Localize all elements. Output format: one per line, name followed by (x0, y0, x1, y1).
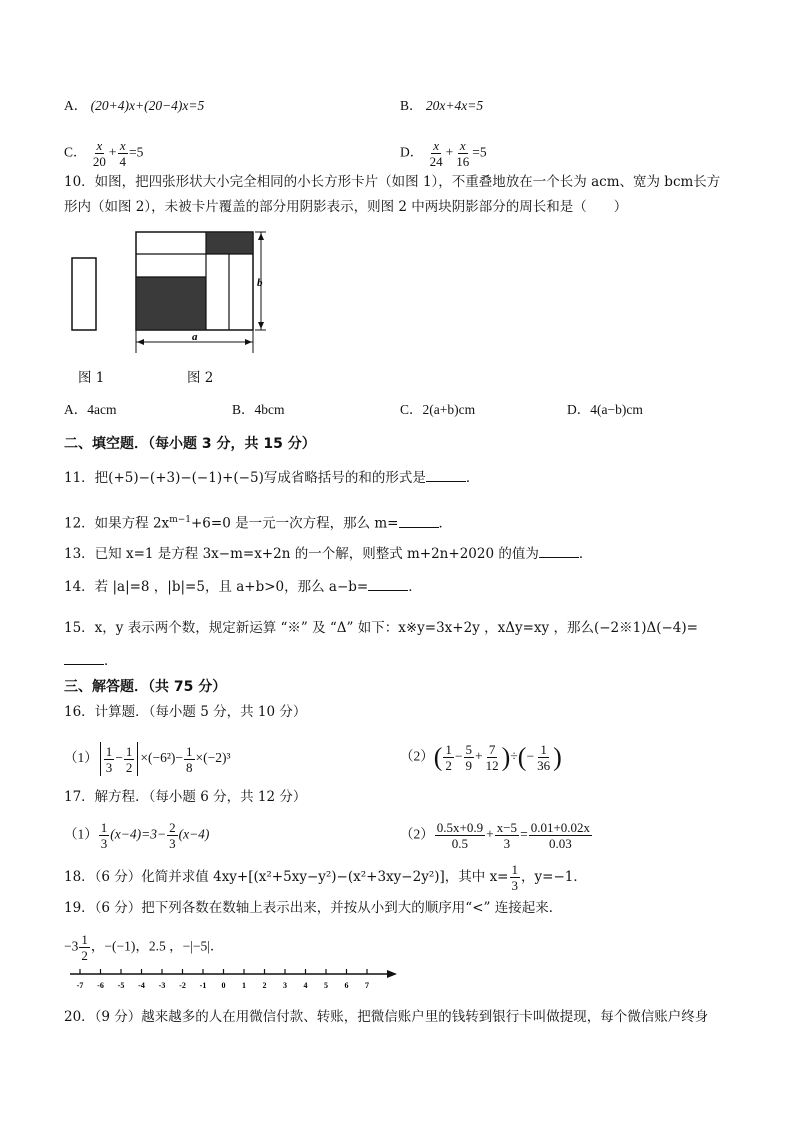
arrow-icon (387, 970, 397, 978)
frac-den: 24 (429, 154, 443, 169)
frac-num: 1 (445, 742, 452, 757)
paren: ( (517, 742, 527, 772)
option-expr: (20+4)x+(20−4)x=5 (90, 98, 205, 113)
q11-text: 11．把(+5)−(+3)−(−1)+(−5)写成省略括号的和的形式是 (64, 470, 426, 486)
q18-post: ，y=−1． (521, 869, 587, 885)
q10-option-a: A．4acm (64, 402, 117, 417)
section-3-title: 三、解答题．（共 75 分） (64, 679, 227, 695)
fraction (91, 138, 108, 169)
fraction (99, 820, 110, 851)
frac-den: 3 (503, 836, 511, 851)
q14-end: ． (408, 579, 422, 595)
fig2-caption: 图 2 (187, 370, 214, 386)
answer-blank[interactable] (368, 576, 408, 591)
tick-label: -6 (97, 981, 104, 990)
fraction (104, 744, 115, 775)
q10-option-d: D．4(a−b)cm (567, 402, 643, 417)
paren: ) (501, 742, 511, 772)
number: −3 (64, 938, 79, 954)
q18-pre: 18．（6 分）化简并求值 4xy+[(x²+5xy−y²)−(x²+3xy−2y²)]，其中 x= (64, 869, 509, 885)
fraction (464, 742, 475, 773)
tick-label: 0 (221, 981, 226, 990)
arrow-icon (245, 339, 252, 345)
frac-num: x (119, 138, 126, 153)
q11 (64, 467, 479, 488)
frac-num: 1 (105, 743, 113, 759)
tick-label: -7 (76, 981, 84, 990)
frac-num: 0.5x+0.9 (436, 820, 484, 835)
tick-label: 2 (262, 981, 267, 990)
part-label: （1） (64, 750, 98, 766)
q12-post: +6=0 是一元一次方程，那么 m= (191, 515, 399, 532)
figure-2 (130, 225, 280, 355)
fraction (167, 820, 178, 851)
q16-title: 16．计算题．（每小题 5 分，共 10 分） (64, 704, 307, 720)
fraction (124, 744, 135, 775)
tick-label: -3 (158, 981, 166, 990)
frac-den: 3 (100, 836, 108, 851)
tick-label: 7 (365, 981, 369, 990)
q17-part2: （2） $\frac{0.5x+0.9}{0.5}$ + $\frac{x-5}{3}$ = $\frac{0.01+0.02x}{0.03}$ (400, 820, 591, 851)
frac-den: 4 (119, 154, 127, 169)
q15-text: 15．x，y 表示两个数，规定新运算 “※” 及 “Δ” 如下：x※y=3x+2y ，xΔy=xy ，那么(−2※1)Δ(−4)= (64, 620, 698, 636)
frac-num: 7 (488, 742, 496, 757)
frac-den: 0.5 (451, 836, 469, 851)
frac-num: 1 (81, 932, 88, 947)
fraction (495, 820, 519, 851)
rhs: =5 (472, 144, 487, 160)
fig1-caption: 图 1 (78, 370, 105, 386)
frac-den: 16 (456, 154, 470, 169)
answer-blank[interactable] (399, 513, 439, 528)
rhs: =5 (129, 144, 144, 160)
q14 (64, 576, 422, 597)
q17-title: 17．解方程．（每小题 6 分，共 12 分） (64, 789, 307, 805)
q14-text: 14．若 |a|=8 ，|b|=5，且 a+b>0，那么 a−b= (64, 579, 369, 595)
tick-label: -1 (199, 981, 207, 990)
frac-den: 12 (485, 758, 499, 773)
frac-den: 3 (511, 878, 518, 893)
expr: ×(−6²)− (140, 750, 184, 766)
option-label: C． (64, 144, 87, 160)
fraction (510, 862, 521, 893)
frac-num: 1 (540, 742, 547, 757)
frac-num: 0.01+0.02x (530, 820, 591, 835)
q12 (64, 510, 452, 534)
number-line (64, 966, 404, 996)
q10-line2: 形内（如图 2），未被卡片覆盖的部分用阴影表示，则图 2 中两块阴影部分的周长和是（ ） (64, 199, 628, 215)
q12-sup: m−1 (169, 515, 191, 525)
answer-blank[interactable] (64, 650, 104, 665)
frac-num: x (96, 138, 103, 153)
frac-num: 5 (465, 742, 473, 757)
option-expr: 20x+4x=5 (425, 98, 484, 113)
q20-text: 20．（9 分）越来越多的人在用微信付款、转账，把微信账户里的钱转到银行卡叫做提现，每个微信账户终身 (64, 1009, 709, 1025)
q15-end: ． (104, 653, 118, 669)
answer-blank[interactable] (539, 543, 579, 558)
q19-text: 19．（6 分）把下列各数在数轴上表示出来，并按从小到大的顺序用“<” 连接起来． (64, 900, 563, 916)
figure-1 (60, 225, 120, 340)
expr: ÷ (510, 748, 518, 764)
part-label: （1） (64, 826, 98, 842)
q12-pre: 12．如果方程 2x (64, 515, 170, 532)
part-label: （2） (400, 748, 434, 764)
frac-den: 20 (92, 154, 106, 169)
shaded-bottom-left (136, 277, 206, 330)
expr: (x−4) (178, 826, 210, 842)
label-b: b (257, 277, 263, 289)
tick-label: 5 (324, 981, 328, 990)
frac-num: 1 (125, 743, 133, 759)
q13-text: 13．已知 x=1 是方程 3x−m=x+2n 的一个解，则整式 m+2n+2020 的值为 (64, 546, 539, 562)
frac-num: 1 (100, 820, 108, 835)
card-rect (72, 258, 96, 330)
arrow-icon (258, 322, 264, 329)
numbers-rest: ，−(−1)，2.5 ，−|−5|． (90, 938, 224, 954)
arrow-icon (258, 233, 264, 240)
label-a: a (192, 331, 198, 343)
fraction (428, 138, 445, 169)
frac-den: 3 (169, 836, 176, 851)
frac-den: 36 (537, 758, 551, 773)
frac-den: 0.03 (548, 836, 572, 851)
expr: (x−4)=3− (110, 826, 167, 842)
arrow-icon (137, 339, 144, 345)
q10-line1: 10．如图，把四张形状大小完全相同的小长方形卡片（如图 1），不重叠地放在一个长为 acm、宽为 bcm长方 (64, 174, 721, 190)
q10-option-c: C．2(a+b)cm (400, 402, 476, 417)
tick-label: -2 (179, 981, 186, 990)
q9-option-a (64, 96, 204, 116)
q13 (64, 543, 592, 564)
frac-num: 2 (169, 820, 176, 835)
fraction (443, 742, 454, 773)
option-label: D． (400, 144, 424, 160)
q16-part2: （2）( $\frac{1}{2}$ − $\frac{5}{9}$ + $\frac{7}{12}$ )÷(− $\frac{1}{36}$ ) (400, 742, 562, 773)
abs-bar (137, 742, 138, 776)
q16-part1: （1） $\frac{1}{3}$ − $\frac{1}{2}$ ×(−6²)− $\frac{1}{8}$ ×(−2)³ (64, 743, 231, 775)
fraction (529, 820, 592, 851)
q9-option-b (400, 96, 483, 116)
frac-den: 2 (125, 759, 133, 775)
q11-end: ． (465, 470, 480, 486)
frac-num: x (459, 138, 466, 153)
frac-num: x (433, 138, 440, 153)
frac-num: 1 (511, 862, 518, 877)
frac-den: 2 (81, 948, 88, 963)
shaded-top-right (206, 232, 253, 254)
fraction (535, 742, 552, 773)
answer-blank[interactable] (426, 467, 466, 482)
abs-bar (100, 742, 101, 776)
fraction (79, 932, 90, 963)
frac-den: 3 (105, 759, 113, 775)
expr: ×(−2)³ (195, 750, 231, 766)
paren: ) (553, 742, 562, 772)
q18 (64, 862, 587, 893)
q9-option-d: D． $\frac{x}{24}$ + $\frac{x}{16}$ =5 (400, 138, 487, 169)
q15-answer (64, 650, 118, 671)
tick-label: 6 (344, 981, 349, 990)
part-label: （2） (400, 826, 434, 842)
tick-label: 4 (303, 981, 308, 990)
q10-option-b: B．4bcm (232, 402, 285, 417)
option-label: A． (64, 98, 88, 113)
frac-num: x−5 (496, 820, 518, 835)
section-2-title: 二、填空题．（每小题 3 分，共 15 分） (64, 436, 316, 452)
option-label: B． (400, 98, 423, 113)
frac-num: 1 (186, 743, 193, 759)
tick-label: -5 (117, 981, 125, 990)
tick-label: 1 (242, 981, 246, 990)
q15 (64, 618, 698, 638)
paren: ( (433, 742, 443, 772)
q13-end: ． (578, 546, 593, 562)
fraction (454, 138, 471, 169)
q17-part1 (64, 820, 209, 851)
fraction (184, 744, 195, 775)
tick-label: -4 (138, 981, 145, 990)
fraction (118, 138, 129, 169)
tick-label: 3 (283, 981, 287, 990)
fraction (484, 742, 501, 773)
q12-end: ． (438, 515, 452, 532)
fraction (435, 820, 485, 851)
q9-option-c: C． $\frac{x}{20}$ + $\frac{x}{4}$ =5 (64, 138, 144, 169)
q19-numbers (64, 932, 223, 963)
frac-den: 8 (186, 759, 193, 775)
frac-den: 9 (465, 758, 473, 773)
frac-den: 2 (445, 758, 452, 773)
